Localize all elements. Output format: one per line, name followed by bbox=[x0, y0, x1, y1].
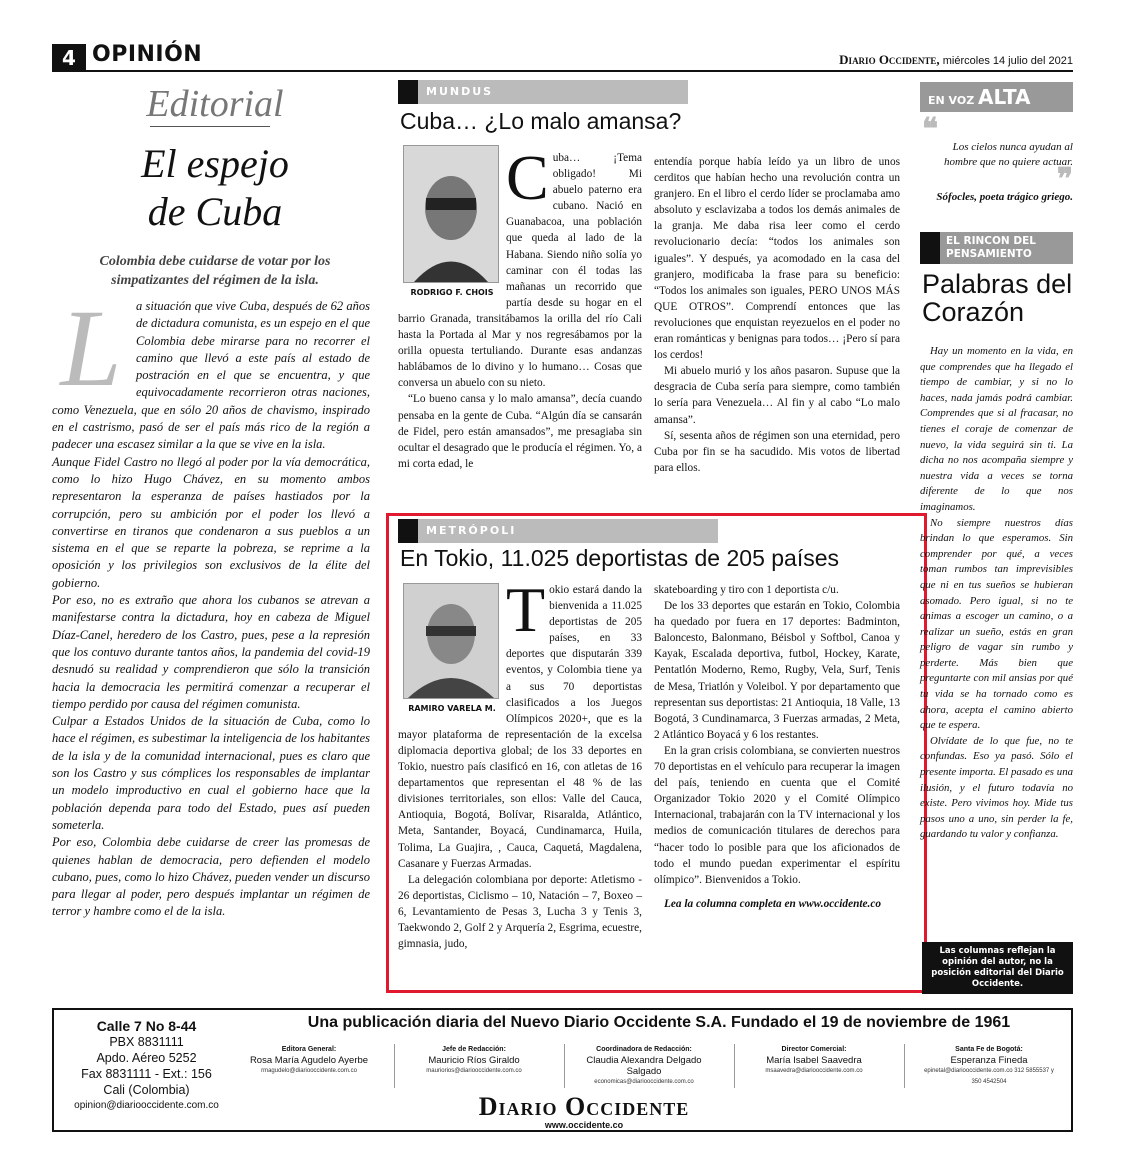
editorial-subtitle: Colombia debe cuidarse de votar por los simpatizantes del régimen de la isla. bbox=[99, 254, 331, 288]
en-voz-alta-bar bbox=[920, 82, 1073, 112]
paragraph: De los 33 deportes que estarán en Tokio, Colombia ha quedado por fuera en 17 deportes: Badminton, Baloncesto, Balonmano, Béisbol y Softbol, Canoa y Kayak, Escalada deportiva, futbol, Hockey, Karate, Pentatlón Moderno, Remo, Rugby, Vela, Surf, Tenis de Mesa, Triatlón y Voleibol. Y por departamento que representan sus deportistas: 21 Antioquia, 18 Valle, 13 Bogotá, 3 Cundinamarca, 3 Fuerzas armadas, 2 Meta, 2 Atlántico Boyacá y 6 los restantes. bbox=[654, 600, 900, 741]
mundus-headline: Cuba… ¿Lo malo amansa? bbox=[400, 108, 682, 134]
author-caption: RODRIGO F. CHOIS bbox=[410, 288, 494, 297]
mundus-section-bar bbox=[398, 80, 688, 104]
paragraph: En la gran crisis colombiana, se convierten nuestros 70 deportistas en el vehículo para recuperar la imagen del país, teniendo en cuenta que el Comité Organizador Tokio 2020 y el Comité Olímpico Internacional, trabajarán con la TV internacional y los medios de comunicación titulares de derechos para “hacer todo lo posible para que los aficionados de todo el mundo puedan experimentar el espíritu olímpico”. Bienvenidos a Tokio. bbox=[654, 744, 900, 886]
staff-name: Claudia Alexandra Delgado Salgado bbox=[586, 1055, 702, 1077]
dateline bbox=[839, 52, 1073, 68]
staff-entry bbox=[744, 1044, 884, 1077]
close-quote-icon: ❞ bbox=[1056, 162, 1073, 197]
quote-text: Los cielos nunca ayudan al hombre que no quiere actuar. bbox=[943, 141, 1073, 168]
divider bbox=[904, 1044, 905, 1088]
staff-email[interactable]: rmagudelo@diariooccidente.com.co bbox=[261, 1068, 357, 1074]
contact-email[interactable]: opinion@diariooccidente.com.co bbox=[74, 1100, 219, 1111]
paragraph: entendía porque había leído ya un libro de unos cerditos que habían hecho una revolución contra un granjero. En el libro el cerdo líder se proclamaba amo absoluto y esclavizaba a todos los demás animales de la granja. Me daba risa leer como el cerdo revolucionario decía: “todos los animales son iguales”. Y después, ya acomodado en la casa del granjero, modificaba la frase para su beneficio: “Todos los animales son iguales, PERO UNOS MÁS QUE OTROS”. Comprendí entonces que las revoluciones que enquistan reyezuelos en el poder no eran románticas y benignas para todos… ¡Pero sí para los cerdos! bbox=[654, 156, 900, 362]
paper-name: Diario Occidente, bbox=[839, 52, 940, 67]
staff-email[interactable]: economicas@diariooccidente.com.co bbox=[594, 1079, 694, 1085]
section-title: OPINIÓN bbox=[92, 42, 203, 67]
staff-name: Mauricio Ríos Giraldo bbox=[428, 1055, 520, 1066]
mundus-col-2 bbox=[654, 154, 900, 476]
section-label: METRÓPOLI bbox=[426, 524, 517, 537]
date: miércoles 14 julio del 2021 bbox=[942, 55, 1073, 67]
quote-block bbox=[922, 112, 1073, 205]
drop-cap: C bbox=[506, 142, 549, 213]
drop-cap: T bbox=[506, 574, 546, 645]
paragraph: uba… ¡Tema obligado! Mi abuelo paterno era cubano. Nació en Guanabacoa, una población que queda al lado de la Habana. Siendo niño solía yo caminar con él todas las mañanas un recorrido que partía desde su hogar en el barrio Granada, transitábamos la orilla del río Cali hasta la Portada al Mar y nos regresábamos por la orilla opuesta tertuliando. Durante esas andanzas hablábamos de lo divino y lo humano… Cosas que conversa un abuelo con su nieto. bbox=[398, 152, 642, 390]
staff-entry bbox=[574, 1044, 714, 1088]
staff-entry bbox=[239, 1044, 379, 1077]
editorial-rule bbox=[150, 126, 270, 127]
pbx: PBX 8831111 bbox=[109, 1035, 184, 1049]
metropoli-section-bar bbox=[398, 519, 718, 543]
contact-block bbox=[54, 1018, 239, 1114]
page-number: 4 bbox=[52, 44, 86, 72]
staff-entry bbox=[404, 1044, 544, 1077]
staff-email[interactable]: epinetal@diariooccidente.com.co 312 5855537 y 350 4542504 bbox=[924, 1068, 1054, 1085]
author-caption: RAMIRO VARELA M. bbox=[408, 704, 496, 713]
address: Calle 7 No 8-44 bbox=[96, 1018, 197, 1034]
paragraph: “Lo bueno cansa y lo malo amansa”, decía cuando pensaba en la gente de Cuba. “Algún día se cansarán de Fidel, pero están amansados”, me presagiaba sin ocultar el desagrado que le producía el régimen. Yo, a mi corta edad, le bbox=[398, 393, 642, 470]
label-big: ALTA bbox=[978, 85, 1031, 109]
staff-name: María Isabel Saavedra bbox=[766, 1055, 862, 1066]
staff-role: Santa Fe de Bogotá: bbox=[955, 1046, 1023, 1053]
staff-email[interactable]: mauriorios@diariooccidente.com.co bbox=[426, 1068, 522, 1074]
staff-entry bbox=[919, 1044, 1059, 1088]
editorial-body bbox=[52, 287, 370, 921]
divider bbox=[734, 1044, 735, 1088]
staff-role: Coordinadora de Redacción: bbox=[596, 1046, 692, 1053]
apdo: Apdo. Aéreo 5252 bbox=[96, 1051, 197, 1065]
fax: Fax 8831111 - Ext.: 156 bbox=[81, 1067, 212, 1081]
paragraph: Culpar a Estados Unidos de la situación de Cuba, como lo hace el régimen, es subestimar la inteligencia de los habitantes de la isla y de la comunidad internacional, pues es claro que son los Castro y sus cómplices los responsables de implantar un modelo improductivo en cual el gobierno hace que la población dependa para todo del Estado, pues así pueden someterla. bbox=[52, 714, 370, 832]
metropoli-col-1 bbox=[398, 574, 642, 952]
paragraph: Sí, sesenta años de régimen son una eternidad, pero Cuba por fin se ha sacudido. Mis votos de libertad para ellos. bbox=[654, 429, 900, 474]
staff-role: Director Comercial: bbox=[781, 1046, 847, 1053]
section-label: MUNDUS bbox=[426, 85, 494, 98]
staff-role: Jefe de Redacción: bbox=[442, 1046, 506, 1053]
paragraph: Aunque Fidel Castro no llegó al poder por la vía democrática, como lo hizo Hugo Chávez, en su momento ambos representaron la esperanza de países hastiados por la corrupción, pero su ambición por el poder los llevó a convertirse en tiranos que condenaron a sus pueblos a un sistema en el que se reparte la pobreza, se reprime a la oposición y los privilegios son exclusivos de la élite del gobierno. bbox=[52, 454, 370, 590]
staff-email[interactable]: msaavedra@diariooccidente.com.co bbox=[765, 1068, 863, 1074]
staff-name: Rosa María Agudelo Ayerbe bbox=[249, 1055, 369, 1066]
paragraph: Por eso, no es extraño que ahora los cubanos se atrevan a manifestarse contra la dictadura, hoy en cabeza de Miguel Díaz-Canel, heredero de los Castro, pues, pese a la represión que los contuvo durante tantos años, la pandemia del covid-19 desnudó su realidad y comprendieron que sólo la transición hacia la democracia les permitirá comenzar a recuperar el tiempo perdido por causa del régimen comunista. bbox=[52, 593, 370, 711]
read-more-link[interactable]: Lea la columna completa en www.occidente.co bbox=[664, 897, 882, 910]
open-quote-icon: ❝ bbox=[922, 112, 939, 147]
photo-spacer bbox=[398, 582, 506, 722]
paragraph: Olvídate de lo que fue, no te confundas. Eso ya pasó. Sólo el presente importa. El pasado es una ilusión, y el futuro todavía no existe. Pero vivimos hoy. Mide tus pasos uno a uno, sin perder la fe, guardando tu valor y confianza. bbox=[920, 734, 1073, 841]
paragraph: skateboarding y tiro con 1 deportista c/u. bbox=[654, 584, 839, 596]
staff-role: Editora General: bbox=[281, 1046, 337, 1053]
photo-spacer bbox=[398, 150, 506, 300]
newspaper-logo: Diario Occidente bbox=[478, 1092, 690, 1121]
footer-title: Una publicación diaria del Nuevo Diario Occidente S.A. Fundado el 19 de noviembre de 1961 bbox=[307, 1014, 1011, 1031]
paragraph: okio estará dando la bienvenida a 11.025 deportistas de 205 países, en 33 deportes que disputarán 339 eventos, y Colombia tiene ya a sus 70 deportistas clasificados a los Juegos Olímpicos 2020+, que es la mayor plataforma de representación de la excelsa diplomacia deportiva global; de los 33 deportes en Tokio, nuestro país clasificó en 16, con atletas de 16 departamentos que representan el 48 % de las divisiones territoriales, son ellos: Valle del Cauca, Antioquia, Bogotá, Bolívar, Risaralda, Atlántico, Meta, Santander, Boyacá, Cundinamarca, Huila, Tolima, La Guajira, , Cauca, Caquetá, Magdalena, Casanare y Fuerzas Armadas. bbox=[398, 584, 642, 870]
quote-author: Sófocles, poeta trágico griego. bbox=[936, 191, 1073, 203]
rincon-body bbox=[920, 344, 1073, 843]
website-link[interactable]: www.occidente.co bbox=[544, 1120, 624, 1130]
metropoli-col-2 bbox=[654, 582, 900, 912]
paragraph: Por eso, Colombia debe cuidarse de creer las promesas de quienes hablan de democracia, pero defienden el modelo cubano, pues, como lo hizo Chávez, pueden vender un discurso para llegar al poder, pero después implantar un régimen de terror y hambre como el de la isla. bbox=[52, 835, 370, 919]
metropoli-headline: En Tokio, 11.025 deportistas de 205 países bbox=[400, 545, 840, 571]
paragraph: Hay un momento en la vida, en que comprendes que ha llegado el tiempo de cambiar, y si no lo haces, nada jamás podrá cambiar. Comprendes que si al fracasar, no tienes el coraje de comenzar de nuevo, la vida seguirá sin ti. La dicha no nos acompaña siempre y nuestra vida a veces se torna diferente de lo que nos imaginamos. bbox=[920, 345, 1073, 513]
divider bbox=[394, 1044, 395, 1088]
editorial-kicker: Editorial bbox=[146, 83, 284, 125]
paragraph: La delegación colombiana por deporte: Atletismo - 26 deportistas, Ciclismo – 10, Natación – 7, Boxeo – 6, Levantamiento de Pesas 3, Lucha 3 y Tenis 3, Taekwondo 2, Golf 2 y Arquería 2, Esgrima, ecuestre, gimnasia, judo, bbox=[398, 873, 642, 951]
paragraph: Mi abuelo murió y los años pasaron. Supuse que la desgracia de Cuba sería para siempre, como también lo sería para Venezuela… Al fin y al cabo “Lo malo amansa”. bbox=[654, 365, 900, 426]
label-small: EN VOZ bbox=[928, 94, 975, 107]
title-line: de Cuba bbox=[147, 189, 283, 234]
drop-cap: L bbox=[60, 287, 122, 409]
mundus-col-1 bbox=[398, 142, 642, 472]
paragraph: No siempre nuestros días brindan lo que esperamos. Sin comprender por qué, a veces toman rumbos tan imprevisibles que ni en tus sueños se hubieran asomado. Pero igual, si no te animas a escoger un camino, o a realizar un sueño, estás en gran peligro de vagar sin rumbo y perderte. Más bien que preguntarte con mil ansias por qué tu vida se ha tornado como es ahora, acepta el camino abierto que te espera. bbox=[920, 516, 1073, 732]
disclaimer: Las columnas reflejan la opinión del autor, no la posición editorial del Diario Occidente. bbox=[922, 942, 1073, 994]
title-line: El espejo bbox=[141, 141, 289, 186]
editorial-title bbox=[60, 140, 370, 236]
rincon-label: EL RINCON DEL PENSAMIENTO bbox=[946, 235, 1036, 260]
staff-name: Esperanza Fineda bbox=[950, 1055, 1028, 1066]
paragraph: a situación que vive Cuba, después de 62 años de dictadura comunista, es un espejo en el que Colombia debe mirarse para no recorrer el camino que llevó a este país al estado de postración en el que se encuentra, y que equivocadamente recorrieron otras naciones, como Venezuela, que en sólo 20 años de chavismo, inspirado en el castrismo, pasó de ser el país más rico de la región a padecer una escasez similar a la que se vive en la isla. bbox=[52, 299, 370, 452]
rincon-title: Palabras del Corazón bbox=[922, 269, 1073, 327]
divider bbox=[564, 1044, 565, 1088]
city: Cali (Colombia) bbox=[103, 1083, 190, 1097]
footer-box bbox=[52, 1008, 1073, 1132]
header-rule bbox=[52, 70, 1073, 72]
rincon-bar bbox=[920, 232, 1073, 264]
